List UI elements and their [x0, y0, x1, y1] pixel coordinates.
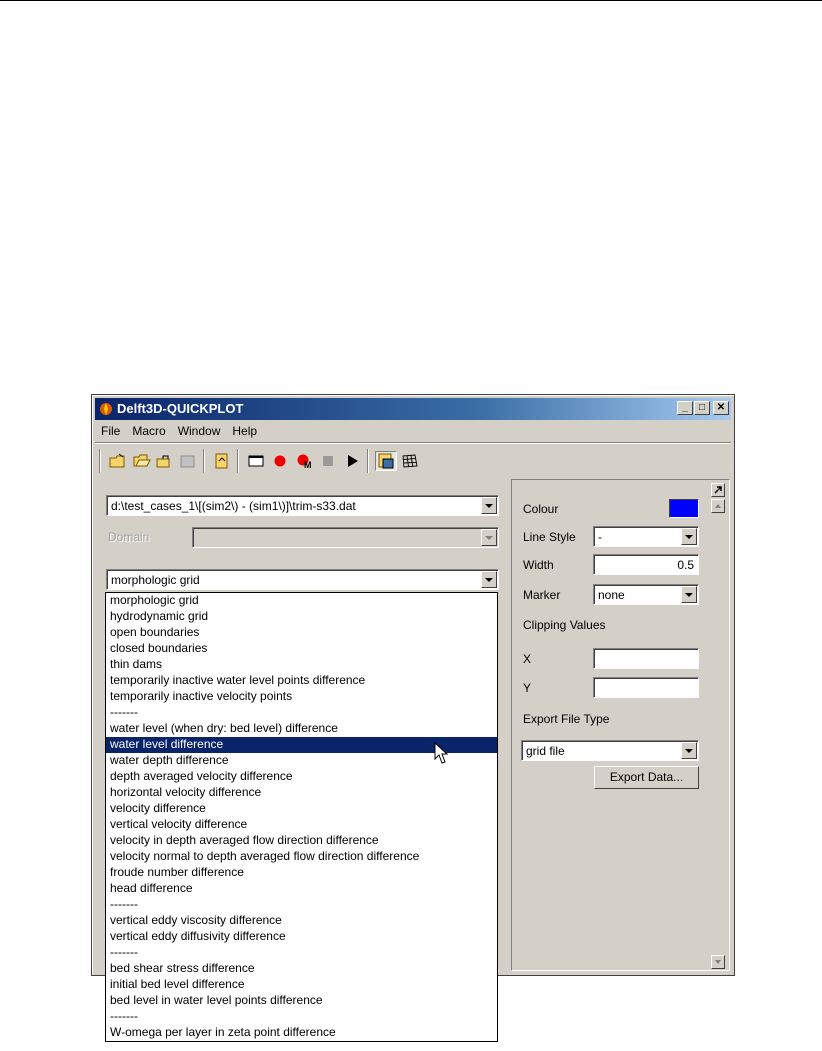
marker-label: Marker	[523, 588, 561, 602]
close-button[interactable]: ✕	[713, 401, 729, 415]
file-select-value: d:\test_cases_1\[(sim2\) - (sim1\)]\trim-s33.dat	[111, 499, 356, 513]
domain-label: Domain	[108, 530, 150, 544]
toolbar-separator	[203, 449, 205, 473]
refresh-icon[interactable]	[211, 451, 233, 471]
toolbar	[95, 442, 731, 477]
file-select[interactable]	[106, 495, 499, 516]
list-item[interactable]: closed boundaries	[110, 641, 208, 655]
stop-icon	[317, 451, 339, 471]
marker-value: none	[598, 588, 625, 602]
open-folder-icon[interactable]	[131, 451, 153, 471]
list-item[interactable]: initial bed level difference	[110, 977, 245, 991]
list-separator: -------	[110, 1009, 138, 1023]
plot-options-panel	[511, 479, 730, 971]
chevron-down-icon[interactable]	[481, 497, 497, 514]
chevron-down-icon	[481, 529, 497, 546]
marker-select[interactable]	[593, 584, 699, 605]
width-label: Width	[523, 558, 554, 572]
list-item[interactable]: bed shear stress difference	[110, 961, 255, 975]
grid-view-icon[interactable]	[399, 451, 421, 471]
page-top-rule	[0, 0, 822, 1]
toolbar-separator	[237, 449, 239, 473]
play-icon[interactable]	[341, 451, 363, 471]
colour-swatch[interactable]	[669, 499, 699, 518]
record-macro-icon[interactable]	[293, 451, 315, 471]
export-file-type-label: Export File Type	[523, 712, 610, 726]
window-title: Delft3D-QUICKPLOT	[117, 401, 244, 416]
list-item[interactable]: vertical velocity difference	[110, 817, 248, 831]
width-input[interactable]: 0.5	[593, 554, 699, 575]
list-item[interactable]: thin dams	[110, 657, 163, 671]
menu-bar	[95, 422, 731, 442]
line-style-select[interactable]	[593, 526, 699, 547]
export-file-type-select[interactable]	[521, 740, 699, 761]
list-item[interactable]: bed level in water level points difference	[110, 993, 323, 1007]
list-item[interactable]: velocity normal to depth averaged flow direction difference	[110, 849, 420, 863]
disabled-tool-icon	[177, 451, 199, 471]
list-item[interactable]: velocity difference	[110, 801, 206, 815]
chevron-down-icon[interactable]	[681, 742, 697, 759]
maximize-button[interactable]: □	[694, 401, 710, 415]
minimize-button[interactable]: _	[677, 401, 693, 415]
list-separator: -------	[110, 945, 138, 959]
list-item[interactable]: water level difference	[106, 737, 497, 753]
clipping-values-label: Clipping Values	[523, 618, 606, 632]
list-item[interactable]: horizontal velocity difference	[110, 785, 262, 799]
list-item[interactable]: temporarily inactive velocity points	[110, 689, 293, 703]
unlock-icon[interactable]	[153, 451, 175, 471]
toolbar-separator	[367, 449, 369, 473]
line-style-label: Line Style	[523, 530, 576, 544]
list-item[interactable]: morphologic grid	[110, 593, 199, 607]
record-icon[interactable]	[269, 451, 291, 471]
list-item[interactable]: water depth difference	[110, 753, 229, 767]
menu-help[interactable]: Help	[232, 424, 258, 438]
quantity-select-value: morphologic grid	[111, 573, 200, 587]
new-figure-icon[interactable]	[245, 451, 267, 471]
menu-window[interactable]: Window	[177, 424, 221, 438]
list-item[interactable]: froude number difference	[110, 865, 244, 879]
export-file-type-value: grid file	[526, 744, 565, 758]
list-item[interactable]: vertical eddy viscosity difference	[110, 913, 282, 927]
list-separator: -------	[110, 897, 138, 911]
scroll-down-button[interactable]	[711, 955, 725, 969]
list-item[interactable]: head difference	[110, 881, 193, 895]
colour-label: Colour	[523, 502, 559, 516]
scroll-up-button[interactable]	[711, 499, 725, 513]
chevron-down-icon[interactable]	[681, 528, 697, 545]
clip-x-label: X	[523, 652, 532, 666]
undock-arrow-icon[interactable]	[711, 483, 725, 497]
export-data-button[interactable]: Export Data...	[594, 766, 699, 789]
svg-text:M: M	[304, 460, 312, 469]
menu-macro[interactable]: Macro	[132, 424, 166, 438]
list-item[interactable]: open boundaries	[110, 625, 200, 639]
mouse-cursor-icon	[434, 742, 450, 766]
open-file-icon[interactable]	[107, 451, 129, 471]
quantity-select[interactable]	[106, 569, 499, 590]
list-item[interactable]: water level (when dry: bed level) difference	[110, 721, 338, 735]
chevron-down-icon[interactable]	[681, 586, 697, 603]
domain-select	[192, 527, 499, 548]
title-bar[interactable]	[95, 398, 731, 420]
chevron-down-icon[interactable]	[481, 571, 497, 588]
clip-x-input[interactable]	[593, 648, 699, 669]
clip-y-input[interactable]	[593, 677, 699, 698]
clip-y-label: Y	[523, 681, 532, 695]
toolbar-grip	[99, 449, 101, 473]
line-style-value: -	[598, 530, 602, 544]
list-item[interactable]: vertical eddy diffusivity difference	[110, 929, 286, 943]
quickview-icon[interactable]	[375, 451, 397, 471]
list-separator: -------	[110, 705, 138, 719]
list-item[interactable]: depth averaged velocity difference	[110, 769, 293, 783]
app-logo-icon	[99, 402, 113, 416]
menu-file[interactable]: File	[101, 424, 121, 438]
list-item[interactable]: W-omega per layer in zeta point difference	[110, 1025, 336, 1039]
list-item[interactable]: temporarily inactive water level points difference	[110, 673, 366, 687]
list-item[interactable]: hydrodynamic grid	[110, 609, 209, 623]
quantity-dropdown-list[interactable]	[105, 592, 498, 1042]
list-item[interactable]: velocity in depth averaged flow direction difference	[110, 833, 379, 847]
